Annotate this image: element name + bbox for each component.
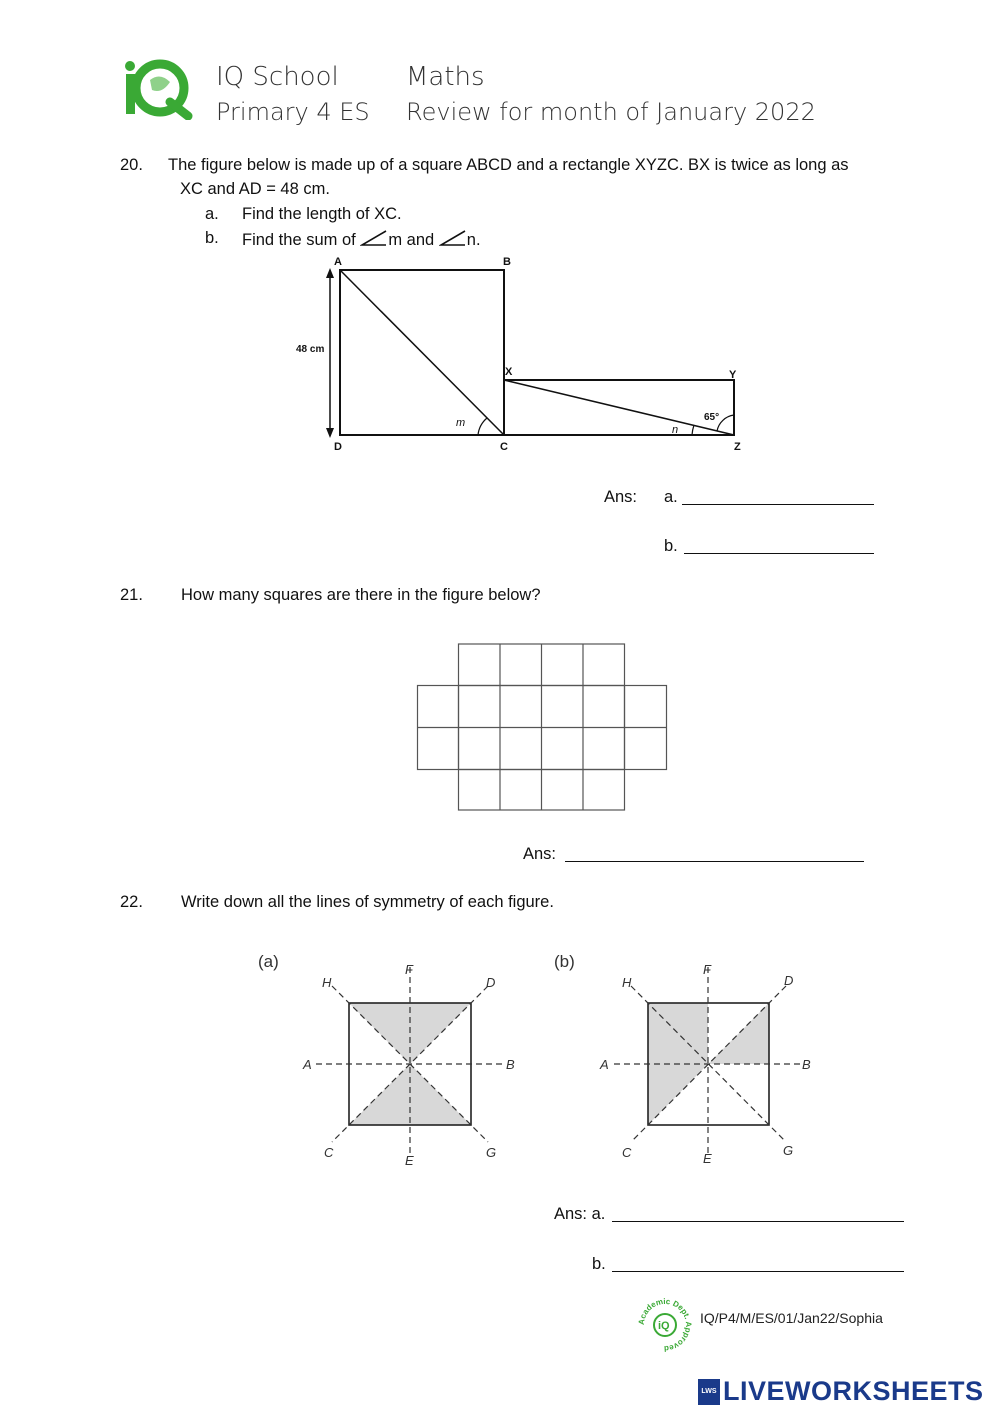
- brand-name: LIVEWORKSHEETS: [723, 1376, 984, 1406]
- fig-a-B: B: [506, 1057, 515, 1072]
- q21-answer-field[interactable]: [565, 845, 864, 862]
- stamp-logo: iQ: [658, 1320, 670, 1332]
- fig-b-label: (b): [554, 952, 575, 971]
- fig-b-A: A: [600, 1057, 609, 1072]
- q20b-post: n.: [466, 231, 481, 249]
- fig-a-G: G: [486, 1145, 497, 1160]
- fig-angle-65: 65°: [704, 412, 720, 423]
- document-code: IQ/P4/M/ES/01/Jan22/Sophia: [700, 1310, 883, 1326]
- fig-b-F: F: [703, 962, 711, 977]
- q22-answer-a-field[interactable]: [612, 1205, 904, 1222]
- q22-number: 22.: [120, 893, 143, 911]
- fig-label-Y: Y: [729, 369, 737, 381]
- q20-text-line1: The figure below is made up of a square ABCD and a rectangle XYZC. BX is twice as long as: [168, 156, 849, 174]
- q20a-letter: a.: [205, 205, 219, 223]
- school-name: IQ School: [216, 62, 339, 92]
- approval-stamp: [636, 1296, 694, 1354]
- q20b-letter: b.: [205, 229, 219, 247]
- q20a-text: Find the length of XC.: [242, 205, 402, 223]
- fig-b-E: E: [703, 1151, 712, 1166]
- stamp-text: Academic Dept. Approved: [636, 1296, 694, 1354]
- fig-a-F: F: [405, 962, 413, 977]
- q21-grid-figure: [416, 643, 668, 813]
- q20-figure: [280, 250, 760, 460]
- q20-answer-a-field[interactable]: [682, 488, 874, 505]
- q21-number: 21.: [120, 586, 143, 604]
- q20-ans-a-label: a.: [664, 488, 678, 506]
- iq-logo-icon: [118, 54, 194, 120]
- q22-ans-b-label: b.: [592, 1255, 606, 1273]
- q21-ans-label: Ans:: [523, 845, 557, 863]
- q20-ans-b-label: b.: [664, 537, 678, 555]
- fig-a-label: (a): [258, 952, 279, 971]
- fig-b-C: C: [622, 1145, 632, 1160]
- fig-label-B: B: [503, 256, 511, 268]
- q22-figure-b: [548, 945, 828, 1170]
- q20b-pre: Find the sum of: [242, 231, 356, 249]
- fig-label-Z: Z: [734, 441, 741, 453]
- q22-text: Write down all the lines of symmetry of each figure.: [181, 893, 554, 911]
- fig-a-E: E: [405, 1153, 414, 1168]
- fig-b-G: G: [783, 1143, 794, 1158]
- liveworksheets-logo[interactable]: [698, 1376, 984, 1407]
- fig-b-H: H: [622, 975, 632, 990]
- fig-label-A: A: [334, 256, 342, 268]
- angle-icon: [439, 229, 467, 247]
- school-logo: [118, 54, 194, 120]
- q22-answer-b-field[interactable]: [612, 1255, 904, 1272]
- angle-icon: [360, 229, 388, 247]
- fig-b-D: D: [784, 973, 794, 988]
- fig-a-A: A: [303, 1057, 312, 1072]
- q20-answer-b-field[interactable]: [684, 537, 874, 554]
- subject-title: Maths: [406, 62, 485, 92]
- fig-label-C: C: [500, 441, 508, 453]
- q22-ans-label: Ans: a.: [554, 1205, 606, 1223]
- fig-b-B: B: [802, 1057, 811, 1072]
- q20b-mid: m and: [388, 231, 435, 249]
- fig-a-C: C: [324, 1145, 334, 1160]
- q20-number: 20.: [120, 156, 143, 174]
- q22-figure-a: [250, 945, 530, 1170]
- review-title: Review for month of January 2022: [406, 98, 816, 126]
- fig-a-D: D: [486, 975, 496, 990]
- q20-ans-label: Ans:: [604, 488, 638, 506]
- fig-label-side: 48 cm: [296, 344, 325, 355]
- brand-badge: LWS: [698, 1379, 720, 1405]
- class-level: Primary 4 ES: [216, 98, 370, 126]
- fig-a-H: H: [322, 975, 332, 990]
- q20b-text: [242, 229, 481, 250]
- fig-angle-n: n: [672, 424, 679, 436]
- fig-label-X: X: [505, 366, 513, 378]
- q21-text: How many squares are there in the figure below?: [181, 586, 541, 604]
- fig-label-D: D: [334, 441, 342, 453]
- q20-text-line2: XC and AD = 48 cm.: [180, 180, 330, 198]
- fig-angle-m: m: [456, 417, 466, 429]
